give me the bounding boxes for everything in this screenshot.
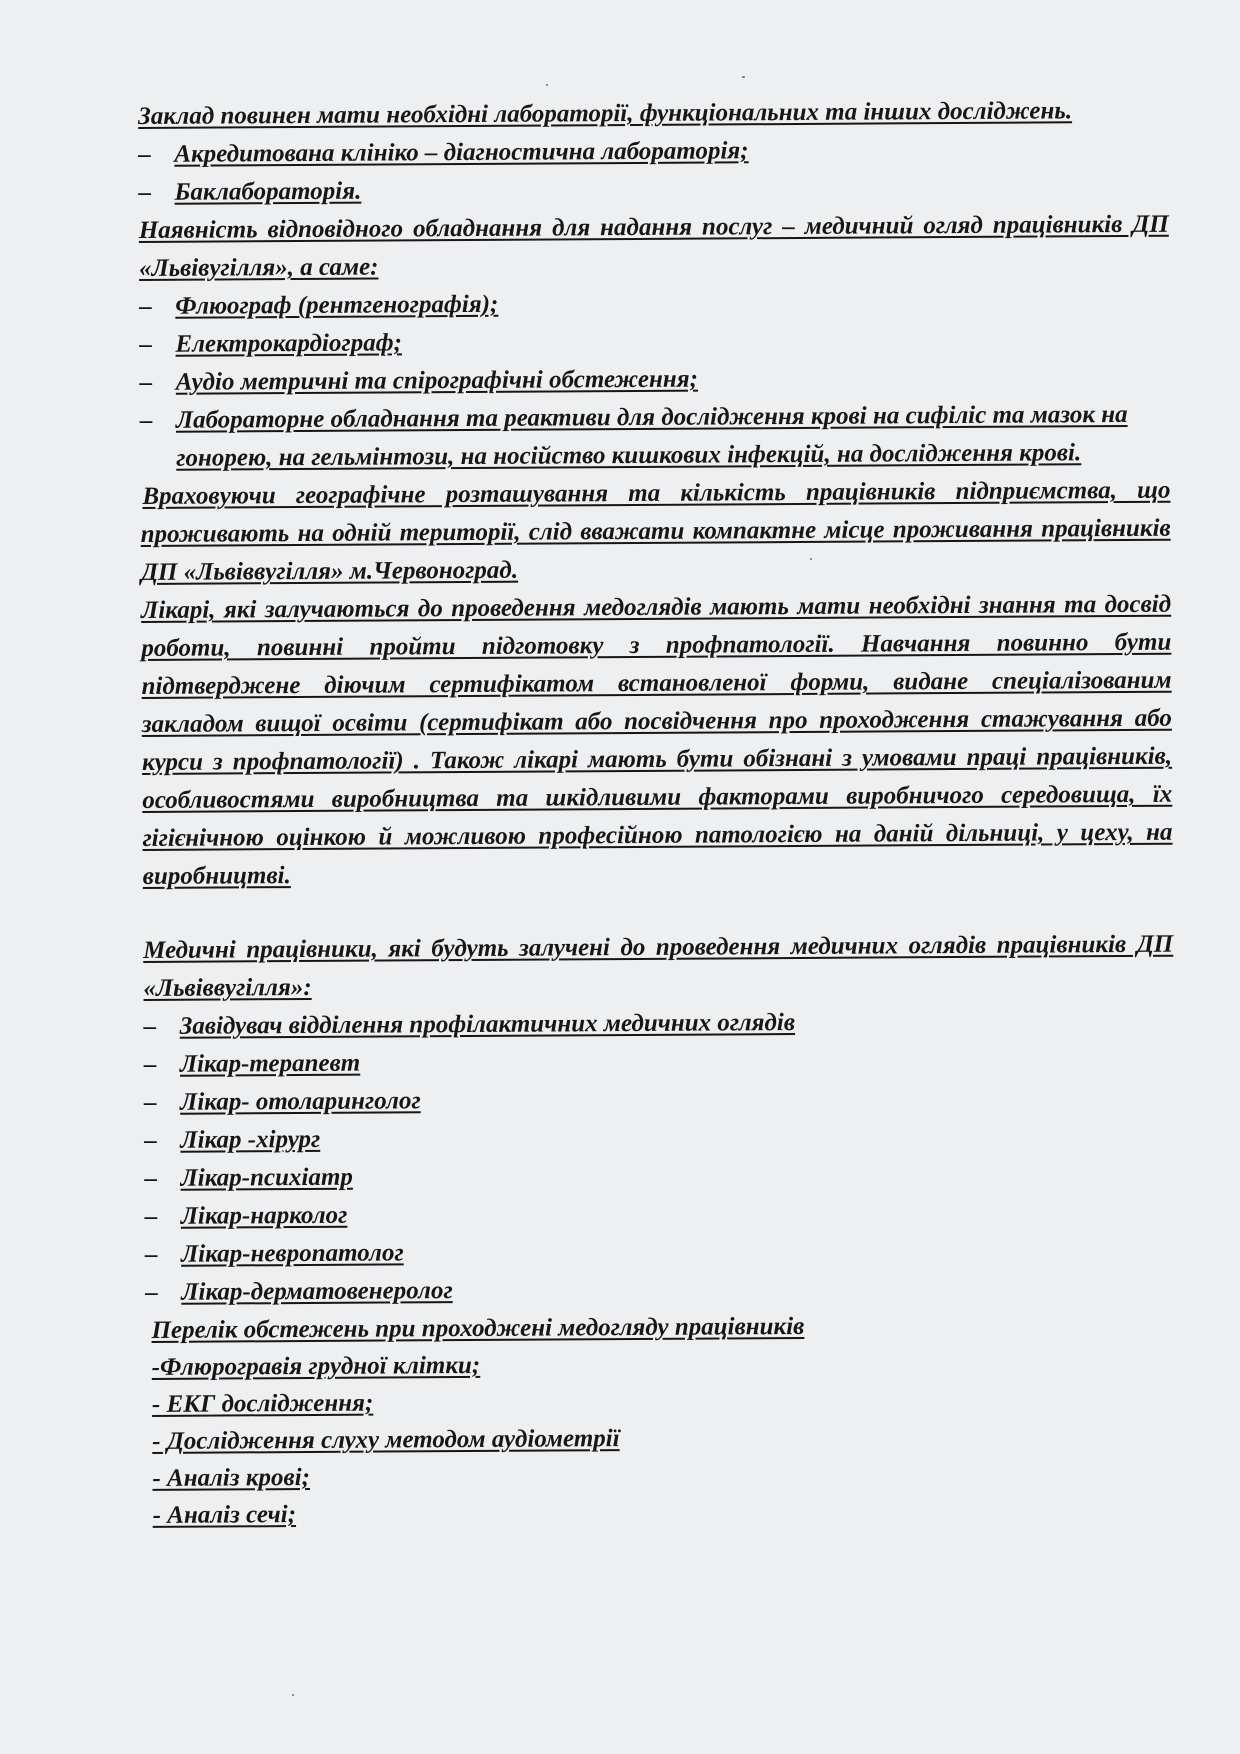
list-item-text: Акредитована клініко – діагностична лабораторія; bbox=[174, 137, 749, 168]
list-item bbox=[145, 1230, 1175, 1274]
dash-bullet: – bbox=[144, 1202, 158, 1230]
list-item bbox=[145, 1192, 1175, 1236]
dash-bullet: – bbox=[144, 1126, 157, 1154]
list-item bbox=[138, 168, 1168, 212]
list-item-text: Лікар-психіатр bbox=[180, 1163, 353, 1192]
list-item-text: Флюограф (рентгенографія); bbox=[175, 290, 499, 320]
dash-bullet: – bbox=[138, 140, 151, 168]
list-item-text: Завідувач відділення профілактичних медичних оглядів bbox=[179, 1009, 796, 1040]
scan-margin-artifact bbox=[46, 58, 52, 148]
dash-bullet: – bbox=[139, 368, 153, 396]
scan-speck bbox=[292, 1694, 294, 1696]
exam-item: - Дослідження слуху методом аудіометрії bbox=[152, 1425, 620, 1455]
medical-staff-list bbox=[144, 1002, 1176, 1312]
list-item-text: Лікар-терапевт bbox=[179, 1049, 361, 1078]
list-item bbox=[144, 1116, 1174, 1160]
exam-item: - Аналіз сечі; bbox=[152, 1501, 297, 1529]
paragraph-laboratories: Заклад повинен мати необхідні лабораторії, функціональних та інших досліджень. bbox=[138, 97, 1073, 130]
list-item bbox=[140, 396, 1170, 478]
list-item-text: Лікар-дерматовенеролог bbox=[181, 1277, 453, 1306]
scan-speck bbox=[546, 84, 548, 86]
list-item bbox=[139, 320, 1169, 364]
list-item-text: Баклабораторія. bbox=[174, 177, 362, 206]
list-item bbox=[139, 282, 1169, 326]
dash-bullet: – bbox=[145, 1278, 158, 1306]
examinations-heading: Перелік обстежень при проходжені медогляду працівників bbox=[151, 1312, 805, 1344]
list-item bbox=[140, 358, 1170, 402]
dash-bullet: – bbox=[144, 1088, 157, 1116]
paragraph-equipment: Наявність відповідного обладнання для надання послуг – медичний огляд працівників ДП «Львівугілля», а саме: bbox=[138, 210, 1169, 282]
exam-item: - Аналіз крові; bbox=[152, 1463, 311, 1492]
list-item bbox=[145, 1268, 1175, 1312]
list-item bbox=[138, 130, 1168, 174]
examinations-section bbox=[151, 1306, 1176, 1534]
list-item bbox=[144, 1078, 1174, 1122]
dash-bullet: – bbox=[138, 178, 152, 206]
dash-bullet: – bbox=[143, 1012, 157, 1040]
exam-item: - ЕКГ дослідження; bbox=[151, 1389, 374, 1418]
list-item bbox=[144, 1002, 1174, 1046]
list-item-text: Електрокардіограф; bbox=[175, 329, 402, 358]
dash-bullet: – bbox=[139, 292, 152, 320]
list-item-text: Аудіо метричні та спірографічні обстеження; bbox=[175, 365, 698, 396]
list-item-text: Лабораторне обладнання та реактиви для дослідження крові на сифіліс та мазок на гонорею, на гельмінтози, на носійство кишкових інфекцій, на дослідження крові. bbox=[175, 400, 1128, 472]
list-item-text: Лікар -хірург bbox=[180, 1125, 321, 1154]
dash-bullet: – bbox=[144, 1240, 158, 1268]
document-body bbox=[138, 92, 1177, 1534]
paragraph-location: Враховуючи географічне розташування та кількість працівників підприємства, що проживають на одній території, слід вважати компактне місце проживання працівників ДП «Львіввугілля» м.Червоноград. bbox=[140, 476, 1171, 586]
list-item bbox=[144, 1040, 1174, 1084]
exam-item: -Флюрогравія грудної клітки; bbox=[151, 1351, 481, 1381]
dash-bullet: – bbox=[139, 406, 153, 434]
list-item-text: Лікар- отоларинголог bbox=[180, 1087, 421, 1116]
list-item-text: Лікар-невропатолог bbox=[180, 1239, 404, 1268]
dash-bullet: – bbox=[144, 1164, 158, 1192]
list-item-text: Лікар-нарколог bbox=[180, 1201, 348, 1230]
dash-bullet: – bbox=[143, 1050, 157, 1078]
list-item bbox=[144, 1154, 1174, 1198]
equipment-list bbox=[139, 282, 1170, 478]
scan-speck bbox=[742, 76, 745, 78]
laboratory-list bbox=[138, 130, 1168, 212]
dash-bullet: – bbox=[139, 330, 153, 358]
paragraph-doctors-requirements: Лікарі, які залучаються до проведення медоглядів мають мати необхідні знання та досвід роботи, повинні пройти підготовку з профпатології. Навчання повинно бути підтверджене діючим сертифікатом встановленої форми, видане спеціалізованим закладом вищої освіти (сертифікат або посвідчення про проходження стажування або курси з профпатології) . Також лікарі мають бути обізнані з умовами праці працівників, особливостями виробництва та шкідливими факторами виробничого середовища, їх гігієнічною оцінкою й можливою професійною патологією на даній дільниці, у цеху, на виробництві. bbox=[141, 590, 1173, 890]
paragraph-medical-staff: Медичні працівники, які будуть залучені до проведення медичних оглядів працівників ДП «Львіввугілля»: bbox=[143, 930, 1174, 1002]
